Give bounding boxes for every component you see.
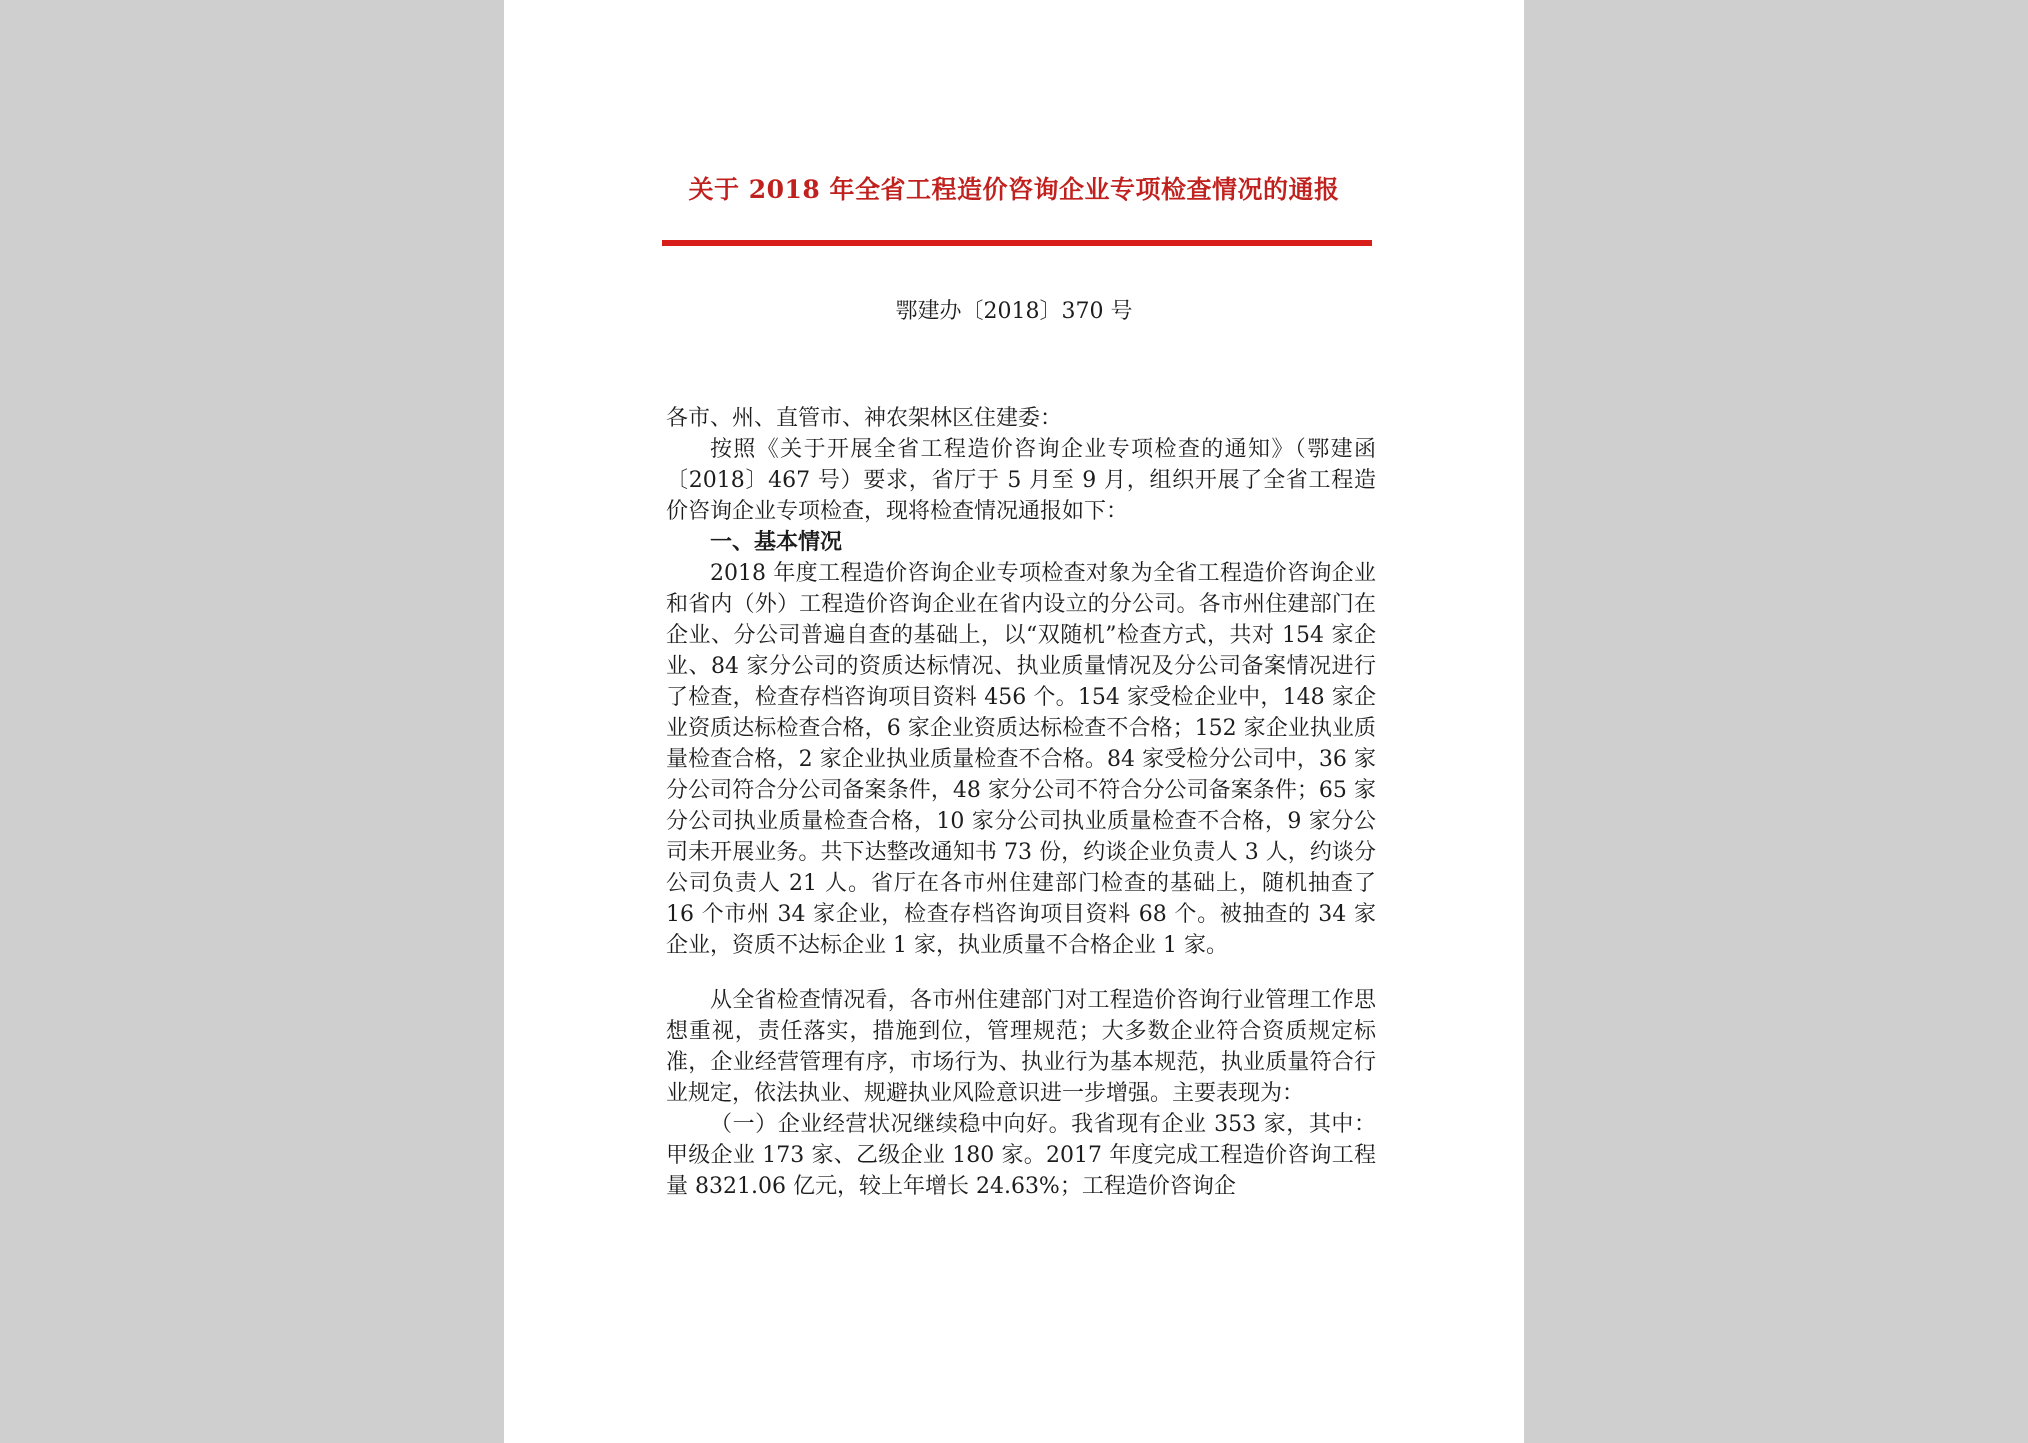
intro-paragraph: 按照《关于开展全省工程造价咨询企业专项检查的通知》（鄂建函〔2018〕467 号）要求，省厅于 5 月至 9 月，组织开展了全省工程造价咨询企业专项检查，现将检查情况通报如下： — [666, 437, 1376, 524]
document-title: 关于 2018 年全省工程造价咨询企业专项检查情况的通报 — [688, 175, 1340, 204]
section-heading-basic-situation: 一、基本情况 — [710, 529, 843, 555]
document-body — [666, 403, 1376, 1202]
document-page — [504, 0, 1524, 1443]
overall-assessment-paragraph: 从全省检查情况看，各市州住建部门对工程造价咨询行业管理工作思想重视，责任落实，措施到位，管理规范；大多数企业符合资质规定标准，企业经营管理有序，市场行为、执业行为基本规范，执业质量符合行业规定，依法执业、规避执业风险意识进一步增强。主要表现为： — [666, 988, 1376, 1106]
paragraph-spacer — [666, 961, 1376, 985]
red-header-rule — [662, 240, 1372, 246]
basic-situation-paragraph: 2018 年度工程造价咨询企业专项检查对象为全省工程造价咨询企业和省内（外）工程造价咨询企业在省内设立的分公司。各市州住建部门在企业、分公司普遍自查的基础上，以“双随机”检查方式，共对 154 家企业、84 家分公司的资质达标情况、执业质量情况及分公司备案情况进行了检查，检查存档咨询项目资料 456 个。154 家受检企业中，148 家企业资质达标检查合格，6 家企业资质达标检查不合格；152 家企业执业质量检查合格，2 家企业执业质量检查不合格。84 家受检分公司中，36 家分公司符合分公司备案条件，48 家分公司不符合分公司备案条件；65 家分公司执业质量检查合格，10 家分公司执业质量检查不合格，9 家分公司未开展业务。共下达整改通知书 73 份，约谈企业负责人 3 人，约谈分公司负责人 21 人。省厅在各市州住建部门检查的基础上，随机抽查了 16 个市州 34 家企业，检查存档咨询项目资料 68 个。被抽查的 34 家企业，资质不达标企业 1 家，执业质量不合格企业 1 家。 — [666, 561, 1376, 958]
subsection-paragraph-1: （一）企业经营状况继续稳中向好。我省现有企业 353 家，其中：甲级企业 173 家、乙级企业 180 家。2017 年度完成工程造价咨询工程量 8321.06 亿元，较上年增长 24.63%；工程造价咨询企 — [666, 1112, 1376, 1199]
document-number: 鄂建办〔2018〕370 号 — [895, 299, 1133, 324]
addressee-line: 各市、州、直管市、神农架林区住建委： — [666, 406, 1063, 431]
